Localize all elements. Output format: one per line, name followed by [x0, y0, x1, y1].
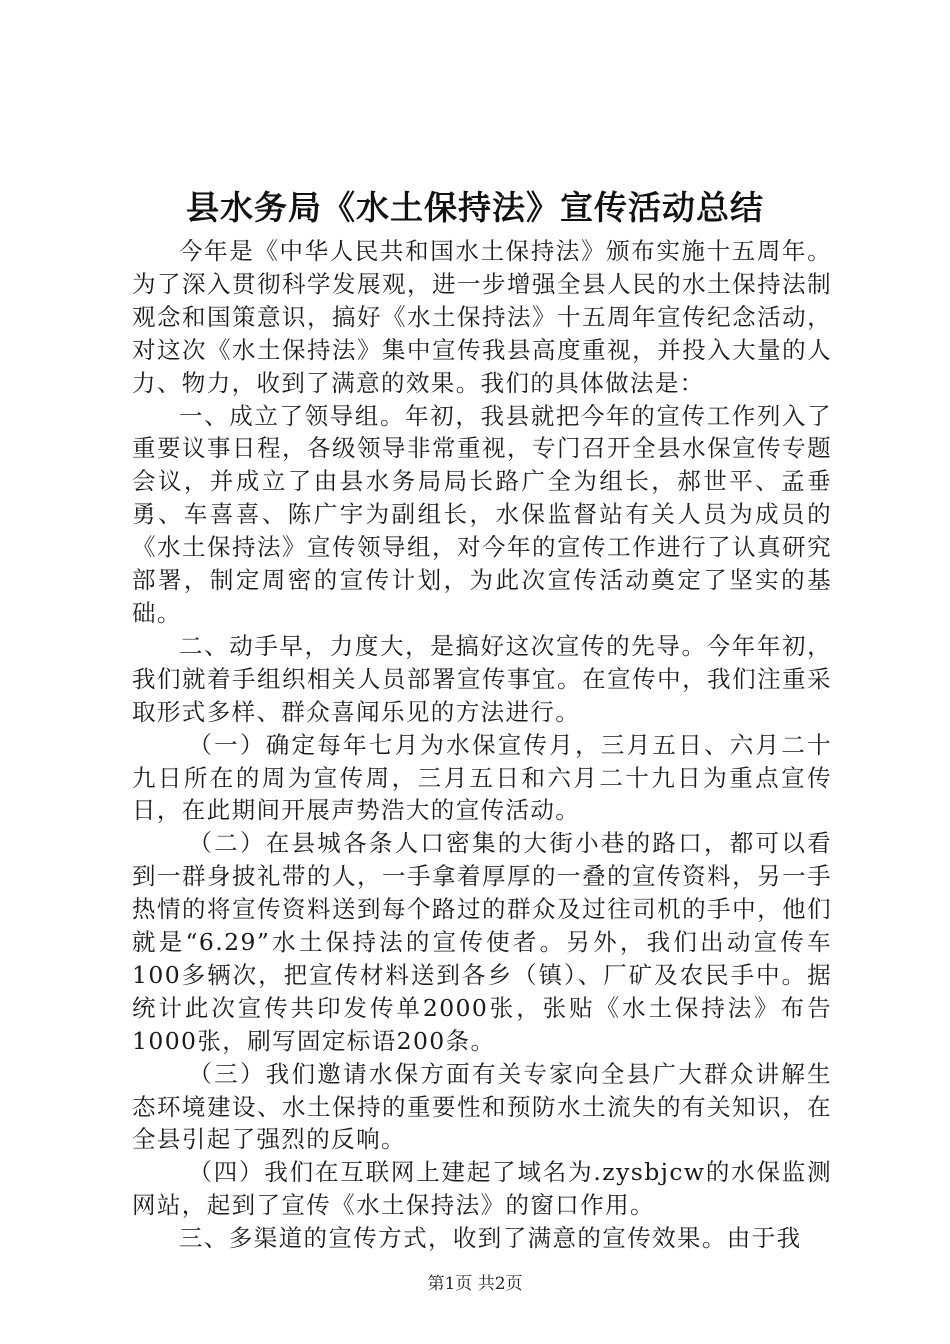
- paragraph-section-2: 二、动手早，力度大，是搞好这次宣传的先导。今年年初，我们就着手组织相关人员部署宣传事宜。在宣传中，我们注重采取形式多样、群众喜闻乐见的方法进行。: [132, 631, 832, 726]
- paragraph-section-3: 三、多渠道的宣传方式，收到了满意的宣传效果。由于我: [179, 1224, 802, 1253]
- paragraph-item-4: （四）我们在互联网上建起了域名为.zysbjcw的水保监测网站，起到了宣传《水土保持法》的窗口作用。: [132, 1158, 832, 1220]
- paragraph-item-2: （二）在县城各条人口密集的大街小巷的路口，都可以看到一群身披礼带的人，一手拿着厚厚的一叠的宣传资料，另一手热情的将宣传资料送到每个路过的群众及过往司机的手中，他们就是“6.29”水土保持法的宣传使者。另外，我们出动宣传车100多辆次，把宣传材料送到各乡（镇）、厂矿及农民手中。据统计此次宣传共印发传单2000张，张贴《水土保持法》布告1000张，刷写固定标语200条。: [132, 829, 832, 1055]
- paragraph-item-3: （三）我们邀请水保方面有关专家向全县广大群众讲解生态环境建设、水土保持的重要性和预防水土流失的有关知识，在全县引起了强烈的反响。: [132, 1059, 832, 1154]
- page-number-footer: 第1页 共2页: [427, 1274, 523, 1294]
- paragraph-intro: 今年是《中华人民共和国水土保持法》颁布实施十五周年。为了深入贯彻科学发展观，进一步增强全县人民的水土保持法制观念和国策意识，搞好《水土保持法》十五周年宣传纪念活动，对这次《水土保持法》集中宣传我县高度重视，并投入大量的人力、物力，收到了满意的效果。我们的具体做法是：: [132, 237, 832, 397]
- paragraph-section-1: 一、成立了领导组。年初，我县就把今年的宣传工作列入了重要议事日程，各级领导非常重视，专门召开全县水保宣传专题会议，并成立了由县水务局局长路广全为组长，郝世平、孟垂勇、车喜喜、陈广宇为副组长，水保监督站有关人员为成员的《水土保持法》宣传领导组，对今年的宣传工作进行了认真研究部署，制定周密的宣传计划，为此次宣传活动奠定了坚实的基础。: [132, 401, 832, 627]
- document-title: 县水务局《水土保持法》宣传活动总结: [186, 188, 764, 227]
- paragraph-item-1: （一）确定每年七月为水保宣传月，三月五日、六月二十九日所在的周为宣传周，三月五日和六月二十九日为重点宣传日，在此期间开展声势浩大的宣传活动。: [132, 730, 832, 825]
- document-body: [132, 235, 832, 1255]
